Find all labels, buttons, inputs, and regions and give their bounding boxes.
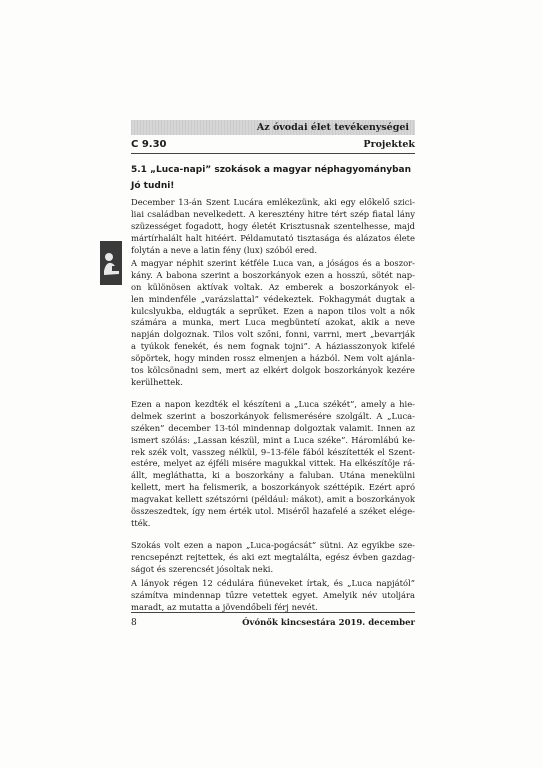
text-line: delmek szerint a boszorkányok felismerésére szolgált. A „Luca- [131, 410, 415, 421]
section-title: 5.1 „Luca-napi” szokások a magyar néphagyományban [131, 165, 412, 175]
paragraph-3 [131, 399, 415, 530]
chapter-code: C 9.30 [131, 139, 167, 150]
text-line: mártírhalált halt hitéért. Példamutató tisztasága és alázatos élete [131, 232, 415, 243]
text-line: magvakat kellett szétszórni (például: mákot), amit a boszorkányok [131, 494, 415, 505]
paragraph-4 [131, 540, 415, 576]
paragraph-1 [131, 197, 415, 256]
text-line: A lányok régen 12 cédulára fiúneveket írtak, és „Luca napjától” [131, 578, 415, 588]
text-line: Ezen a napon kezdték el készíteni a „Luca székét”, amely a hie- [131, 399, 415, 409]
text-line: maradt, az mutatta a jövendőbeli férj nevét. [131, 601, 318, 612]
text-line: on különösen aktívak voltak. Az emberek a boszorkányok el- [131, 281, 415, 292]
band-title: Az óvodai élet tevékenységei [256, 122, 409, 133]
paragraph-5 [131, 578, 415, 614]
text-line: kellett, mert ha felismerik, a boszorkányok széttépik. Ezért apró [131, 482, 415, 493]
footer-rule [131, 612, 415, 613]
text-line: söpörtek, hogy minden rossz elmenjen a házból. Nem volt ajánla- [131, 353, 415, 364]
text-line: számítva mindennap tűzre vetettek egyet. Amelyik név utoljára [131, 589, 415, 600]
text-line: tték. [131, 517, 151, 528]
text-line: ságot és szerencsét jósoltak neki. [131, 563, 274, 574]
text-line: estére, melyet az éjféli misére magukkal vittek. Ha elkészítője rá- [131, 458, 415, 469]
text-line: folytán a neve a latin fény (lux) szóból ered. [131, 244, 318, 255]
page-number: 8 [131, 618, 137, 628]
text-line: A magyar néphit szerint kétféle Luca van, a jóságos és a boszor- [131, 258, 415, 268]
text-line: kány. A babona szerint a boszorkányok ezen a hosszú, sötét nap- [131, 269, 415, 280]
text-line: ismert szólás: „Lassan készül, mint a Luca széke”. Háromlábú ke- [131, 434, 415, 445]
header-band [131, 120, 415, 135]
paragraph-2 [131, 258, 415, 389]
section-label: Projektek [363, 139, 415, 150]
text-line: a tyúkok fenekét, és nem fognak tojni”. A háziasszonyok kifelé [131, 341, 415, 352]
text-line: állt, megláthatta, ki a boszorkány a faluban. Utána menekülni [131, 470, 415, 481]
text-line: kerülhettek. [131, 376, 183, 387]
text-line: szüzességet fogadott, hogy életét Krisztusnak szentelhesse, majd [131, 220, 415, 231]
text-line: kulcslyukba, eldugták a seprűket. Ezen a napon tilos volt a nők [131, 305, 415, 316]
text-line: rencsepénzt rejtettek, és aki ezt megtalálta, egész évben gazdag- [131, 551, 415, 562]
subtitle: Jó tudni! [131, 181, 175, 191]
text-line: Szokás volt ezen a napon „Luca-pogácsát” sütni. Az egyikbe sze- [131, 540, 415, 550]
text-line: napján dolgoznak. Tilos volt szőni, fonni, varrni, mert „bevarrják [131, 329, 415, 340]
text-line: számára a munka, mert Luca megbüntetí azokat, akik a neve [131, 317, 415, 328]
reader-child-icon [100, 241, 122, 285]
text-line: széken” december 13-tól mindennap dolgoztak valamit. Innen az [131, 422, 415, 433]
text-line: len mindenféle „varázslattal” védekeztek. Fokhagymát dugtak a [131, 293, 415, 304]
text-line: összeszedtek, így nem érték utol. Miséről hazafelé a széket elége- [131, 506, 415, 517]
text-line: tos kölcsönadni sem, mert az elkért dolgok boszorkányok kezére [131, 365, 415, 376]
text-line: liai családban nevelkedett. A keresztény hitre tért szép fiatal lány [131, 208, 415, 219]
text-line: December 13-án Szent Lucára emlékezünk, aki egy előkelő szici- [131, 197, 415, 207]
text-line: rek szék volt, vasszeg nélkül, 9–13-féle fából készítették el Szent- [131, 446, 415, 457]
header-rule [131, 153, 415, 154]
publication-title: Óvónők kincsestára 2019. december [242, 618, 415, 628]
